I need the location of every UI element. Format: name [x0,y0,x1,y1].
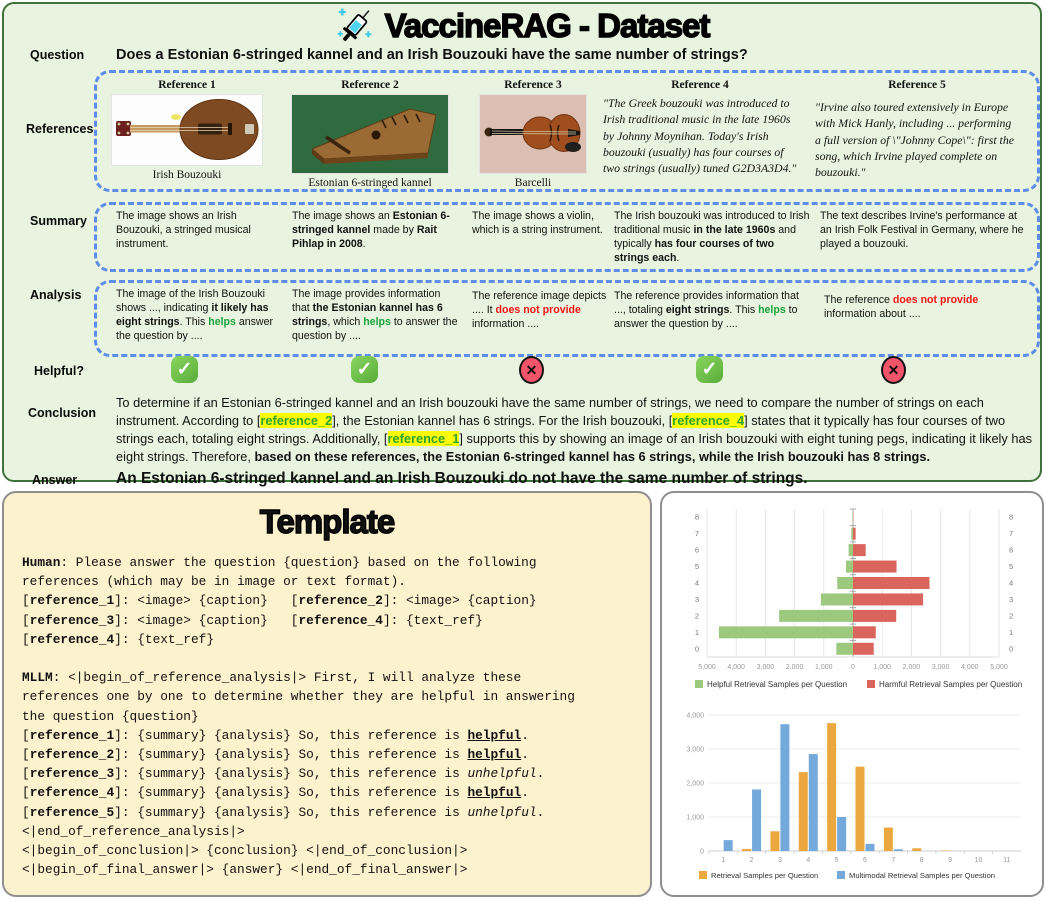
text-segment: and typically [614,223,796,250]
analysis-item [292,288,460,344]
y-tick-label: 8 [1009,512,1014,522]
template-line [22,611,582,630]
template-line [22,553,582,591]
helpful-check-icon: ✓ [351,356,378,383]
x-tick-label: 4,000 [961,664,979,671]
y-tick-label: 5 [1009,562,1014,572]
text-segment: reference_4 [29,785,115,801]
y-tick-label: 7 [1009,529,1014,539]
multimodal-bar [866,844,875,851]
text-segment: . [676,251,680,264]
text-segment: does not provide [495,303,581,316]
y-tick-label: 3,000 [686,746,704,754]
reference-card [109,79,265,181]
helpful-bar [821,593,853,605]
text-segment: reference_3 [29,612,115,628]
helpful-check-icon: ✓ [696,356,723,383]
y-tick-label: 5 [694,562,699,572]
text-segment: ]: {text_ref} [114,631,215,647]
retrieval-bar [856,767,865,851]
summary-item [292,210,466,252]
x-tick-label: 2,000 [785,664,804,671]
y-tick-label: 1 [1009,627,1014,637]
text-segment: : Please answer the question {question} based on the following references (which may be in image or text format). [22,555,545,590]
template-line [22,591,582,610]
y-tick-label: 4 [1009,578,1014,588]
retrieval-samples-histogram [669,701,1035,891]
text-segment: Estonian 6-stringed kannel [292,210,450,236]
text-segment: . [521,785,529,801]
template-line [22,630,582,649]
helpful-bar [719,626,853,638]
x-tick-label: 3,000 [756,664,775,671]
analysis-item [614,290,806,332]
reference-card [290,79,450,189]
text-segment: The reference [824,294,893,306]
reference-title: Reference 5 [888,79,946,91]
text-segment: . [521,747,529,763]
text-segment: The image of the Irish Bouzouki shows ..., indicating [116,288,265,314]
retrieval-bar [941,850,950,851]
x-tick-label: 1,000 [873,664,891,671]
question-label: Question [30,48,85,62]
text-segment: . [536,766,545,782]
x-tick-label: 2,000 [902,664,921,671]
legend-swatch [699,871,707,879]
analysis-item [116,288,274,344]
title-row [4,4,1040,48]
text-segment: reference_2 [29,747,115,763]
text-segment: MLLM [22,670,53,686]
legend-swatch [695,680,703,688]
references-box [94,70,1040,192]
template-line [22,649,582,668]
text-segment: <|end_of_reference_analysis|> [22,823,245,839]
text-segment: helps [208,315,236,328]
x-tick-label: 1 [721,857,726,864]
text-segment: to answer the question by .... [292,315,458,342]
helpful-bar [849,544,853,556]
text-segment: Human [22,555,61,570]
irish-bouzouki-photo [111,94,263,166]
page-title: VaccineRAG - Dataset [384,7,710,44]
y-tick-label: 2 [1009,611,1014,621]
text-segment: ]: {summary} {analysis} So, this reference is [114,766,468,782]
template-line [22,745,582,764]
text-segment: [ [22,804,30,820]
text-segment: The image shows an [292,210,393,222]
y-tick-label: 2 [694,611,699,621]
unhelpful-cross-icon: ✕ [881,356,906,384]
reference-title: Reference 1 [158,79,216,91]
text-segment: . This [729,303,759,316]
legend-label: Retrieval Samples per Question [711,871,819,880]
retrieval-bar [827,723,836,851]
text-segment: ] states that it typically has four courses of two strings each, totaling eight strings. Additionally, [ [116,412,1006,446]
text-segment: ]: {summary} {analysis} So, this reference is [114,747,468,763]
text-segment: The Irish bouzouki was introduced to Irish traditional music [614,210,810,236]
x-tick-label: 3,000 [931,664,950,671]
text-segment: ]: {summary} {analysis} So, this reference is [114,804,468,820]
text-segment: reference_4 [29,631,115,647]
multimodal-bar [724,840,733,851]
reference-title: Reference 3 [504,79,562,91]
x-tick-label: 4 [806,857,811,864]
text-segment: ]: <image> {caption} [ [114,612,299,628]
text-segment: reference_4 [672,412,745,428]
y-tick-label: 3 [694,594,699,604]
multimodal-bar [780,724,789,851]
y-tick-label: 8 [694,512,699,522]
helpful-bar [836,643,853,655]
y-tick-label: 0 [1009,644,1014,654]
text-segment: [ [22,785,30,801]
template-line [22,726,582,745]
text-segment: [ [22,747,30,763]
text-segment: ]: {summary} {analysis} So, this reference is [114,727,468,743]
retrieval-bar [912,848,921,851]
text-segment: made by [370,223,417,236]
text-segment: helpful [467,785,522,801]
text-segment: The image shows a violin, which is a string instrument. [472,210,603,236]
text-segment: The text describes Irvine's performance at an Irish Folk Festival in Germany, where he played a bouzouki. [820,210,1024,250]
summary-item [820,210,1028,252]
helpful-bar [837,577,853,589]
answer-label: Answer [32,473,78,487]
multimodal-bar [809,754,818,851]
retrieval-bar [742,849,751,851]
helpful-check-icon: ✓ [171,356,198,383]
multimodal-bar [837,817,846,851]
text-segment: <|begin_of_conclusion|> {conclusion} <|end_of_conclusion|> [22,843,468,859]
analysis-item [824,294,1020,322]
x-tick-label: 10 [974,857,983,864]
x-tick-label: 11 [1003,857,1011,864]
text-segment: [ [22,593,30,609]
unhelpful-cross-icon: ✕ [519,356,544,384]
reference-caption: Estonian 6-stringed kannel [308,177,432,189]
charts-panel [660,491,1044,897]
harmful-bar [853,577,930,589]
text-segment: [ [22,631,30,647]
template-line [22,783,582,802]
retrieval-bar [884,828,893,851]
x-tick-label: 5,000 [698,664,716,671]
legend-label: Multimodal Retrieval Samples per Question [849,871,996,880]
reference-title: Reference 4 [671,79,729,91]
helpful-harmful-pyramid-chart [669,501,1035,697]
retrieval-bar [770,831,779,851]
text-segment: does not provide [892,294,979,306]
text-segment: helpful [467,727,522,743]
conclusion-text [116,394,1040,466]
text-segment: , which [327,315,364,328]
references-label: References [26,122,94,136]
text-segment: unhelpful [467,766,537,782]
text-segment: reference_5 [29,804,115,820]
question-text: Does a Estonian 6-stringed kannel and an Irish Bouzouki have the same number of strings? [116,47,748,63]
text-segment: reference_2 [298,593,383,609]
x-tick-label: 5,000 [990,664,1008,671]
x-tick-label: 8 [919,857,924,864]
text-segment: ]: {summary} {analysis} So, this reference is [114,785,468,801]
harmful-bar [853,610,896,622]
syringe-icon [335,5,377,47]
summary-item [472,210,607,238]
harmful-bar [853,643,874,655]
reference-text: "The Greek bouzouki was introduced to Irish traditional music in the late 1960s by Johnny Moynihan. Today's Irish bouzouki (usually) has four courses of two strings (usually) tuned G2D3A3D4." [603,96,797,176]
y-tick-label: 0 [700,848,704,856]
reference-card [809,79,1025,180]
text-segment: reference_2 [260,412,333,428]
multimodal-bar [894,849,903,851]
text-segment: : <|begin_of_reference_analysis|> First, I will analyze these references one by one to determine whether they are helpful in answering the question {question} [22,670,583,724]
legend-label: Helpful Retrieval Samples per Question [707,680,848,689]
text-segment: reference_1 [387,430,460,446]
reference-card [477,79,589,189]
text-segment: information .... [472,317,540,330]
violin-photo [479,94,587,174]
text-segment: to answer the question by .... [614,303,798,330]
template-line [22,668,582,726]
x-tick-label: 4,000 [727,664,745,671]
x-tick-label: 5 [834,857,839,864]
analysis-item [472,290,612,332]
y-tick-label: 2,000 [686,780,704,788]
text-segment: has four courses of two strings each [614,237,775,264]
text-segment: answer the question by .... [116,315,273,342]
retrieval-bar [799,772,808,851]
helpful-bar [851,528,853,540]
text-segment: <|begin_of_final_answer|> {answer} <|end_of_final_answer|> [22,862,468,878]
text-segment: [ [22,612,30,628]
text-segment: information about .... [824,307,921,320]
text-segment: ], the Estonian kannel has 6 strings. For the Irish bouzouki, [ [332,412,673,428]
text-segment: The reference provides information that ..., totaling [614,290,799,316]
text-segment: reference_4 [298,612,383,628]
text-segment: in the late 1960s [693,223,776,236]
text-segment: eight strings [665,303,730,316]
template-line [22,764,582,783]
summary-item [116,210,258,252]
kannel-photo [291,94,449,174]
helpful-label: Helpful? [34,364,84,378]
template-line [22,860,582,879]
legend-label: Harmful Retrieval Samples per Question [879,680,1023,689]
x-tick-label: 3 [777,857,782,864]
text-segment: To determine if an Estonian 6-stringed kannel and an Irish bouzouki have the same number of strings, we need to compare the number of strings on each instrument. According to [ [116,395,984,428]
y-tick-label: 0 [694,644,699,654]
summary-item [614,210,812,266]
y-tick-label: 7 [694,529,699,539]
text-segment: helpful [467,747,522,763]
text-segment: unhelpful [467,804,537,820]
reference-card [603,79,797,176]
x-tick-label: 7 [891,857,896,864]
text-segment: reference_1 [29,593,115,609]
helpful-bar [846,561,853,573]
text-segment: helps [363,315,391,328]
text-segment: The image shows an Irish Bouzouki, a stringed musical instrument. [116,210,251,250]
template-line [22,822,582,841]
text-segment: . [536,804,545,820]
helpful-bar [852,511,853,523]
x-tick-label: 2 [749,857,754,864]
legend-swatch [867,680,875,688]
text-segment: The image provides information that [292,288,441,314]
harmful-bar [853,626,876,638]
text-segment: reference_3 [29,766,115,782]
text-segment: based on these references, the Estonian 6-stringed kannel has 6 strings, while the Irish bouzouki has 8 strings. [254,448,931,464]
text-segment: helps [758,303,786,316]
conclusion-label: Conclusion [28,406,97,420]
text-segment: [ [22,727,30,743]
text-segment: The reference image depicts .... It [472,290,607,316]
reference-title: Reference 2 [341,79,399,91]
template-line [22,841,582,860]
y-tick-label: 3 [1009,594,1014,604]
text-segment: . [521,727,529,743]
analysis-label: Analysis [30,288,82,302]
harmful-bar [853,593,923,605]
multimodal-bar [752,789,761,851]
y-tick-label: 6 [1009,545,1014,555]
reference-caption: Irish Bouzouki [152,169,222,181]
y-tick-label: 4 [694,578,699,588]
y-tick-label: 1 [694,627,699,637]
summary-label: Summary [30,214,87,228]
harmful-bar [853,528,856,540]
text-segment: ]: {text_ref} [382,612,483,628]
y-tick-label: 4,000 [686,712,704,720]
x-tick-label: 0 [851,664,855,671]
text-segment: . [362,237,366,250]
reference-caption: Barcelli [514,177,552,189]
text-segment: Rait Pihlap in 2008 [292,223,437,250]
text-segment: ] supports this by showing an image of an Irish bouzouki with eight tuning pegs, indicating it likely has eight strings. Therefore, [116,430,1032,464]
template-heading: Template [259,503,395,540]
x-tick-label: 1,000 [815,664,833,671]
answer-text: An Estonian 6-stringed kannel and an Irish Bouzouki do not have the same number of strings. [116,470,808,487]
text-segment: it likely has eight strings [116,301,269,328]
harmful-bar [853,561,897,573]
text-segment: ]: <image> {caption} [382,593,537,609]
template-line [22,803,582,822]
x-tick-label: 6 [863,857,867,864]
dataset-panel [2,2,1042,487]
legend-swatch [837,871,845,879]
text-segment: the Estonian kannel has 6 strings [292,301,443,328]
harmful-bar [853,544,866,556]
text-segment: reference_1 [29,727,115,743]
template-text [22,553,582,879]
text-segment: ]: <image> {caption} [ [114,593,299,609]
template-panel [2,491,652,897]
reference-text: "Irvine also toured extensively in Europe with Mick Hanly, including ... performing a full version of \"Johnny Cope\": first the song, which Irvine played complete on bouzouki." [815,100,1014,180]
y-tick-label: 6 [694,545,699,555]
text-segment: [ [22,766,30,782]
helpful-bar [779,610,853,622]
y-tick-label: 1,000 [686,814,704,822]
x-tick-label: 9 [948,857,953,864]
text-segment: . This [179,315,209,328]
